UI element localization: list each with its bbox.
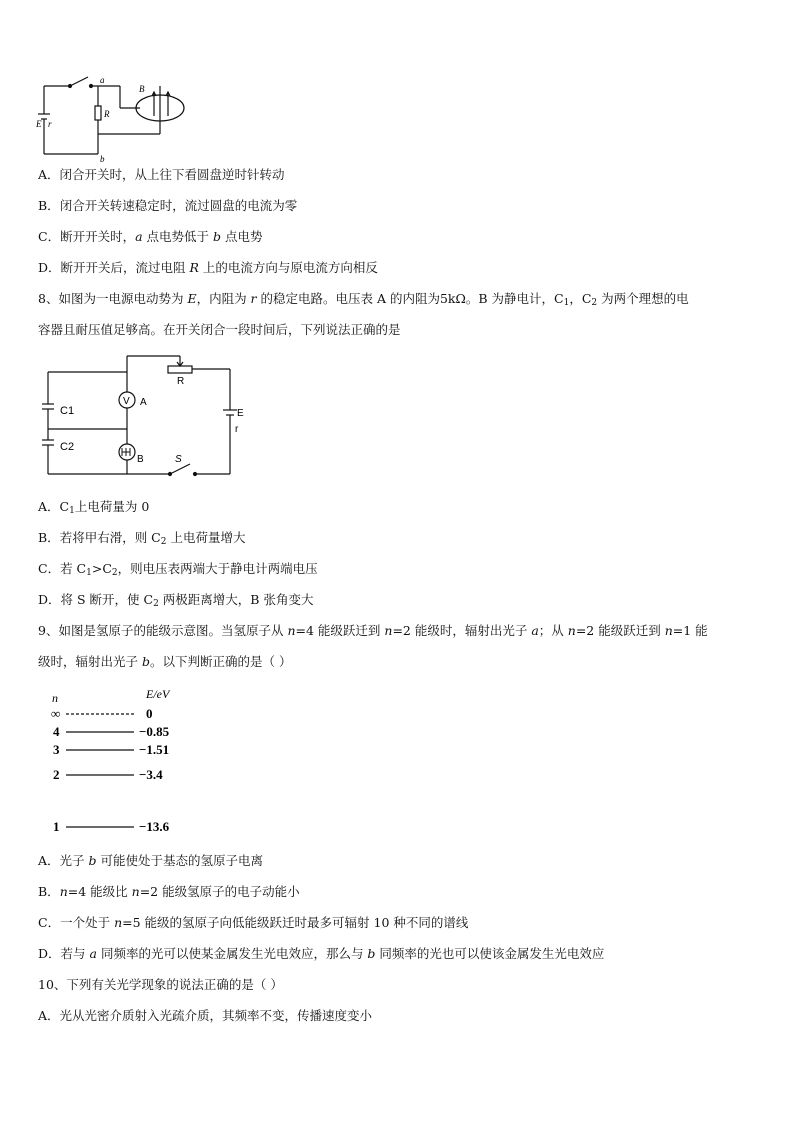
q8-option-b: B．若将甲右滑，则 $C_2$ 上电荷量增大 xyxy=(38,530,246,547)
q10-stem: 10、下列有关光学现象的说法正确的是（ ） xyxy=(38,977,283,992)
q10-option-a: A．光从光密介质射入光疏介质，其频率不变，传播速度变小 xyxy=(38,1008,373,1023)
q9-level-3-e: −1.51 xyxy=(139,742,170,757)
q9-level-2-n: 2 xyxy=(53,767,60,782)
q8-label-C2: C2 xyxy=(60,441,75,453)
q7-label-b: b xyxy=(100,154,105,162)
q7-label-E: E xyxy=(36,119,42,129)
q9-option-d: D．若与 a 同频率的光可以使某金属发生光电效应，那么与 b 同频率的光也可以使该金属发生光电效应 xyxy=(38,946,605,961)
q8-option-d: D．将 S 断开，使 $C_2$ 两极距离增大，B 张角变大 xyxy=(38,592,314,609)
q8-option-a: A．$C_1$上电荷量为 0 xyxy=(38,499,150,516)
q9-stem-line1: 9、如图是氢原子的能级示意图。当氢原子从 n=4 能级跃迁到 n=2 能级时，辐射出光子 a；从 n=2 能级跃迁到 n=1 能 xyxy=(38,623,708,638)
q8-label-S: S xyxy=(175,454,182,465)
q9-level-4-e: −0.85 xyxy=(139,724,170,739)
q9-level-1-e: −13.6 xyxy=(139,819,170,834)
q9-level-inf-n: ∞ xyxy=(51,706,61,721)
q9-axis-n-label: n xyxy=(52,691,58,705)
q9-level-1-n: 1 xyxy=(53,819,60,834)
q8-label-A: A xyxy=(140,397,147,408)
q8-stem-line2: 容器且耐压值足够高。在开关闭合一段时间后，下列说法正确的是 xyxy=(38,322,401,337)
q8-label-C1: C1 xyxy=(60,405,75,417)
q9-axis-e-label: E/eV xyxy=(146,687,170,701)
q7-option-c: C．断开开关时，a 点电势低于 b 点电势 xyxy=(38,229,263,244)
q7-label-B: B xyxy=(139,84,145,94)
q8-circuit-diagram xyxy=(40,352,250,480)
q8-label-B: B xyxy=(137,454,144,465)
q7-option-a: A．闭合开关时，从上往下看圆盘逆时针转动 xyxy=(38,167,285,182)
q9-level-inf-e: 0 xyxy=(146,706,153,721)
q9-stem-line2: 级时，辐射出光子 b。以下判断正确的是（ ） xyxy=(38,654,292,669)
q8-voltmeter-symbol: V xyxy=(123,396,130,407)
q8-label-r: r xyxy=(235,424,239,435)
q8-option-c: C．若 $C_1>C_2$，则电压表两端大于静电计两端电压 xyxy=(38,561,318,578)
q9-option-a: A．光子 b 可能使处于基态的氢原子电离 xyxy=(38,853,264,868)
q8-label-E: E xyxy=(237,408,244,419)
q9-option-c: C．一个处于 n=5 能级的氢原子向低能级跃迁时最多可辐射 10 种不同的谱线 xyxy=(38,915,469,930)
q7-option-d: D．断开开关后，流过电阻 R 上的电流方向与原电流方向相反 xyxy=(38,260,378,275)
q7-label-a: a xyxy=(100,75,105,85)
q7-label-r: r xyxy=(48,119,52,129)
q7-option-b: B．闭合开关转速稳定时，流过圆盘的电流为零 xyxy=(38,198,298,213)
q9-level-2-e: −3.4 xyxy=(139,767,163,782)
q8-label-R: R xyxy=(177,376,185,387)
q7-label-R: R xyxy=(104,109,110,119)
q9-level-4-n: 4 xyxy=(53,724,60,739)
q8-stem-line1: 8、如图为一电源电动势为 E，内阻为 r 的稳定电路。电压表 A 的内阻为5kΩ。B 为静电计，$C_1$，$C_2$ 为两个理想的电 xyxy=(38,291,689,308)
q9-option-b: B．n=4 能级比 n=2 能级氢原子的电子动能小 xyxy=(38,884,300,899)
q9-level-3-n: 3 xyxy=(53,742,60,757)
q9-energy-level-diagram xyxy=(46,684,206,836)
q7-circuit-diagram xyxy=(36,72,196,162)
